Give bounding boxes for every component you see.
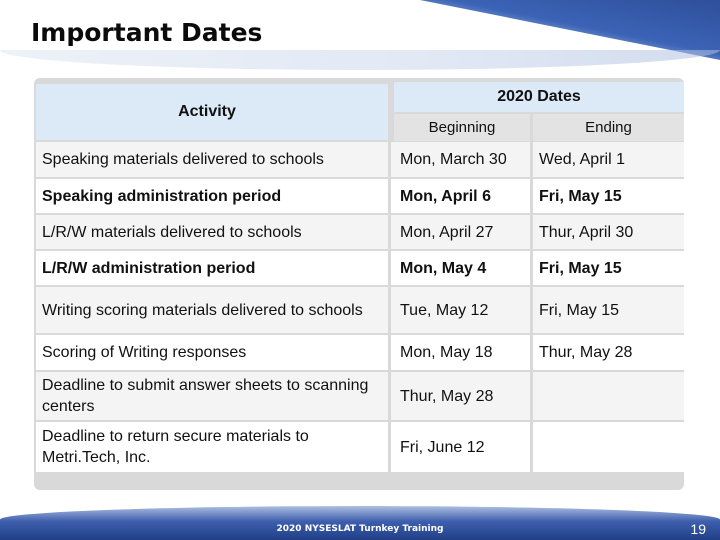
column-divider: [388, 142, 391, 472]
column-divider: [530, 142, 533, 472]
row-ending: Fri, May 15: [539, 259, 622, 277]
header-activity: Activity: [36, 84, 388, 140]
header-2020-dates: 2020 Dates: [394, 82, 684, 112]
header-beginning: Beginning: [394, 114, 530, 141]
footer-band: [0, 506, 720, 540]
row-activity: Speaking materials delivered to schools: [42, 151, 324, 168]
row-activity: Deadline to submit answer sheets to scanning centers: [42, 377, 369, 415]
row-beginning: Mon, May 18: [400, 344, 493, 361]
row-activity: Writing scoring materials delivered to schools: [42, 301, 363, 319]
title-underline-band: [0, 50, 720, 70]
row-beginning: Mon, March 30: [400, 151, 507, 168]
row-beginning: Tue, May 12: [400, 301, 489, 319]
row-beginning: Fri, June 12: [400, 438, 485, 456]
page-number: 19: [690, 521, 706, 537]
row-activity: Deadline to return secure materials to Metri.Tech, Inc.: [42, 428, 309, 466]
row-beginning: Mon, April 6: [400, 187, 491, 205]
row-ending: Thur, April 30: [539, 223, 634, 241]
row-activity: Scoring of Writing responses: [42, 344, 247, 361]
row-ending: Fri, May 15: [539, 301, 620, 319]
footer-text: 2020 NYSESLAT Turnkey Training: [276, 524, 444, 534]
row-beginning: Mon, April 27: [400, 223, 494, 241]
row-activity: L/R/W materials delivered to schools: [42, 223, 302, 241]
slide-title: Important Dates: [31, 18, 263, 47]
row-ending: Thur, May 28: [539, 344, 633, 361]
row-beginning: Thur, May 28: [400, 387, 494, 405]
row-ending: Wed, April 1: [539, 151, 625, 168]
row-ending: Fri, May 15: [539, 187, 622, 205]
row-activity: Speaking administration period: [42, 187, 282, 205]
header-ending: Ending: [533, 114, 684, 141]
row-beginning: Mon, May 4: [400, 259, 487, 277]
row-activity: L/R/W administration period: [42, 259, 256, 277]
